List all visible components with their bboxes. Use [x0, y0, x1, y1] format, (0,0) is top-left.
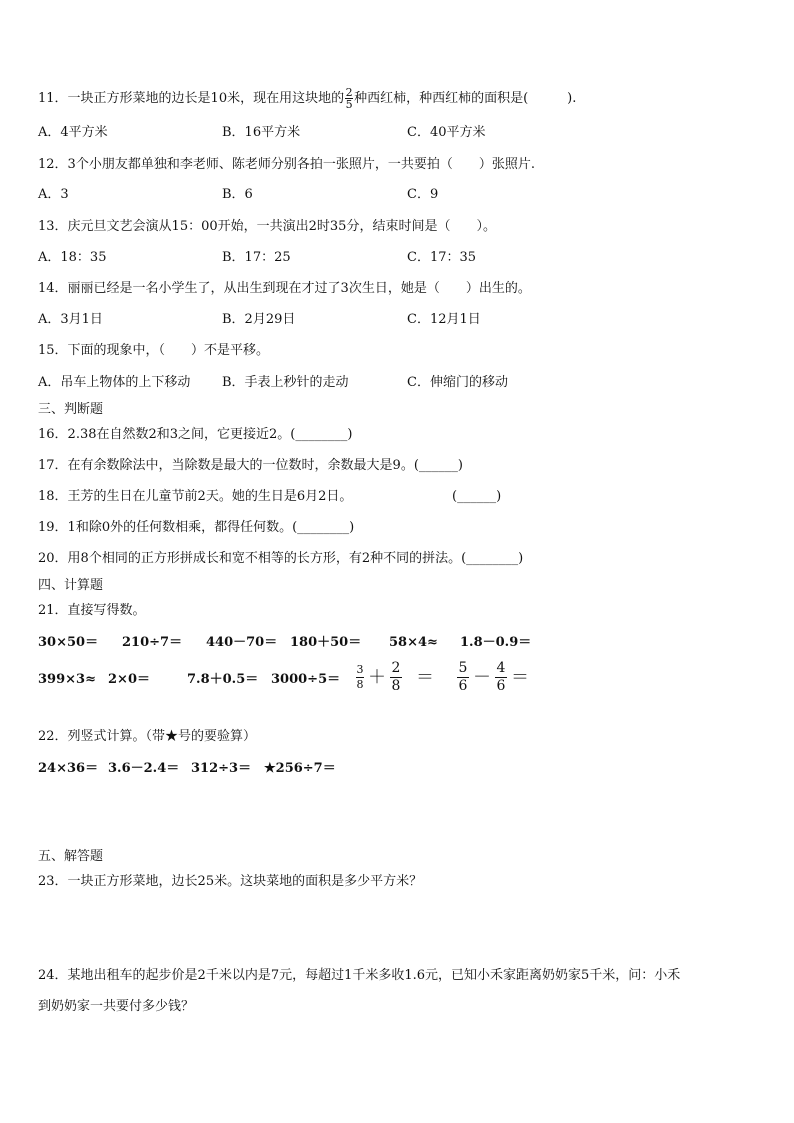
fraction-numerator: 2 [391, 660, 401, 676]
calc-item: 440－70＝ [206, 635, 278, 650]
question-18-blank: (______) [452, 489, 502, 504]
q15-option-c: C．伸缩门的移动 [407, 375, 508, 390]
question-14: 14．丽丽已经是一名小学生了，从出生到现在才过了3次生日，她是（ ）出生的。 [38, 281, 531, 296]
q13-option-a: A．18：35 [38, 250, 107, 265]
fraction-numerator: 4 [496, 660, 506, 676]
question-24-line-2: 到奶奶家一共要付多少钱？ [38, 999, 195, 1014]
calc-item: 180＋50＝ [290, 635, 362, 650]
fraction-denominator: 8 [356, 678, 364, 691]
fraction [495, 660, 507, 695]
q11-option-c: C．40平方米 [407, 125, 486, 140]
fraction-denominator: 8 [391, 678, 401, 694]
q11-option-a: A．4平方米 [38, 125, 108, 140]
section-heading-solve: 五、解答题 [38, 849, 104, 864]
fraction-numerator: 2 [345, 86, 353, 99]
calc-item: 3000÷5＝ [271, 672, 341, 687]
minus-sign: － [473, 666, 491, 688]
q12-option-b: B．6 [222, 187, 253, 202]
calc-item: 2×0＝ [108, 672, 150, 687]
question-20: 20．用8个相同的正方形拼成长和宽不相等的长方形，有2种不同的拼法。(________) [38, 551, 524, 566]
vertical-calc-item: 3.6－2.4＝ [108, 761, 180, 776]
fraction-denominator: 6 [458, 678, 468, 694]
fraction-numerator: 3 [356, 663, 364, 676]
question-18 [38, 488, 352, 506]
fraction [356, 663, 364, 692]
q15-option-b: B．手表上秒针的走动 [222, 375, 349, 390]
question-16: 16．2.38在自然数2和3之间，它更接近2。(________) [38, 427, 353, 442]
question-21-title: 21．直接写得数。 [38, 603, 146, 618]
q12-option-c: C．9 [407, 187, 439, 202]
q14-option-a: A．3月1日 [38, 312, 103, 327]
question-11 [38, 87, 576, 110]
plus-sign: ＋ [368, 666, 386, 688]
equals-sign: ＝ [511, 666, 529, 688]
section-heading-judgement: 三、判断题 [38, 402, 104, 417]
section-heading-calculation: 四、计算题 [38, 578, 104, 593]
fraction-expression-1 [354, 660, 436, 695]
q15-option-a: A．吊车上物体的上下移动 [38, 375, 191, 390]
calc-item: 1.8－0.9＝ [460, 635, 532, 650]
question-13: 13．庆元旦文艺会演从15：00开始，一共演出2时35分，结束时间是（ ）。 [38, 219, 496, 234]
calc-item: 30×50＝ [38, 635, 99, 650]
vertical-calc-item: 24×36＝ [38, 761, 99, 776]
question-11-text-b: 种西红柿，种西红柿的面积是( ). [354, 91, 577, 106]
q14-option-c: C．12月1日 [407, 312, 481, 327]
fraction-denominator: 5 [345, 98, 353, 111]
q14-option-b: B．2月29日 [222, 312, 296, 327]
q12-option-a: A．3 [38, 187, 69, 202]
fraction [457, 660, 469, 695]
q13-option-b: B．17：25 [222, 250, 291, 265]
question-11-text-a: 11．一块正方形菜地的边长是10米，现在用这块地的 [38, 91, 345, 106]
q13-option-c: C．17：35 [407, 250, 477, 265]
question-18-text: 18．王芳的生日在儿童节前2天。她的生日是6月2日。 [38, 489, 353, 504]
calc-item: 210÷7＝ [122, 635, 183, 650]
fraction-expression-2 [455, 660, 531, 695]
equals-sign: ＝ [416, 666, 434, 688]
question-19: 19．1和除0外的任何数相乘，都得任何数。(________) [38, 520, 355, 535]
calc-item: 58×4≈ [389, 635, 438, 650]
question-12: 12．3个小朋友都单独和李老师、陈老师分别各拍一张照片，一共要拍（ ）张照片. [38, 157, 535, 172]
question-15: 15．下面的现象中，（ ）不是平移。 [38, 343, 270, 358]
question-22-title: 22．列竖式计算。（带★号的要验算） [38, 729, 257, 744]
calc-item: 399×3≈ [38, 672, 96, 687]
question-17: 17．在有余数除法中，当除数是最大的一位数时，余数最大是9。(______) [38, 458, 463, 473]
q11-option-b: B．16平方米 [222, 125, 301, 140]
calc-item: 7.8＋0.5＝ [187, 672, 259, 687]
vertical-calc-item: 312÷3＝ [191, 761, 252, 776]
question-23: 23．一块正方形菜地，边长25米。这块菜地的面积是多少平方米？ [38, 874, 423, 889]
fraction-denominator: 6 [496, 678, 506, 694]
fraction-two-fifths [345, 87, 353, 110]
fraction [390, 660, 402, 695]
fraction-numerator: 5 [458, 660, 468, 676]
vertical-calc-item: ★256÷7＝ [264, 761, 336, 776]
question-24-line-1: 24．某地出租车的起步价是2千米以内是7元，每超过1千米多收1.6元，已知小禾家距离奶奶家5千米，问：小禾 [38, 968, 681, 983]
